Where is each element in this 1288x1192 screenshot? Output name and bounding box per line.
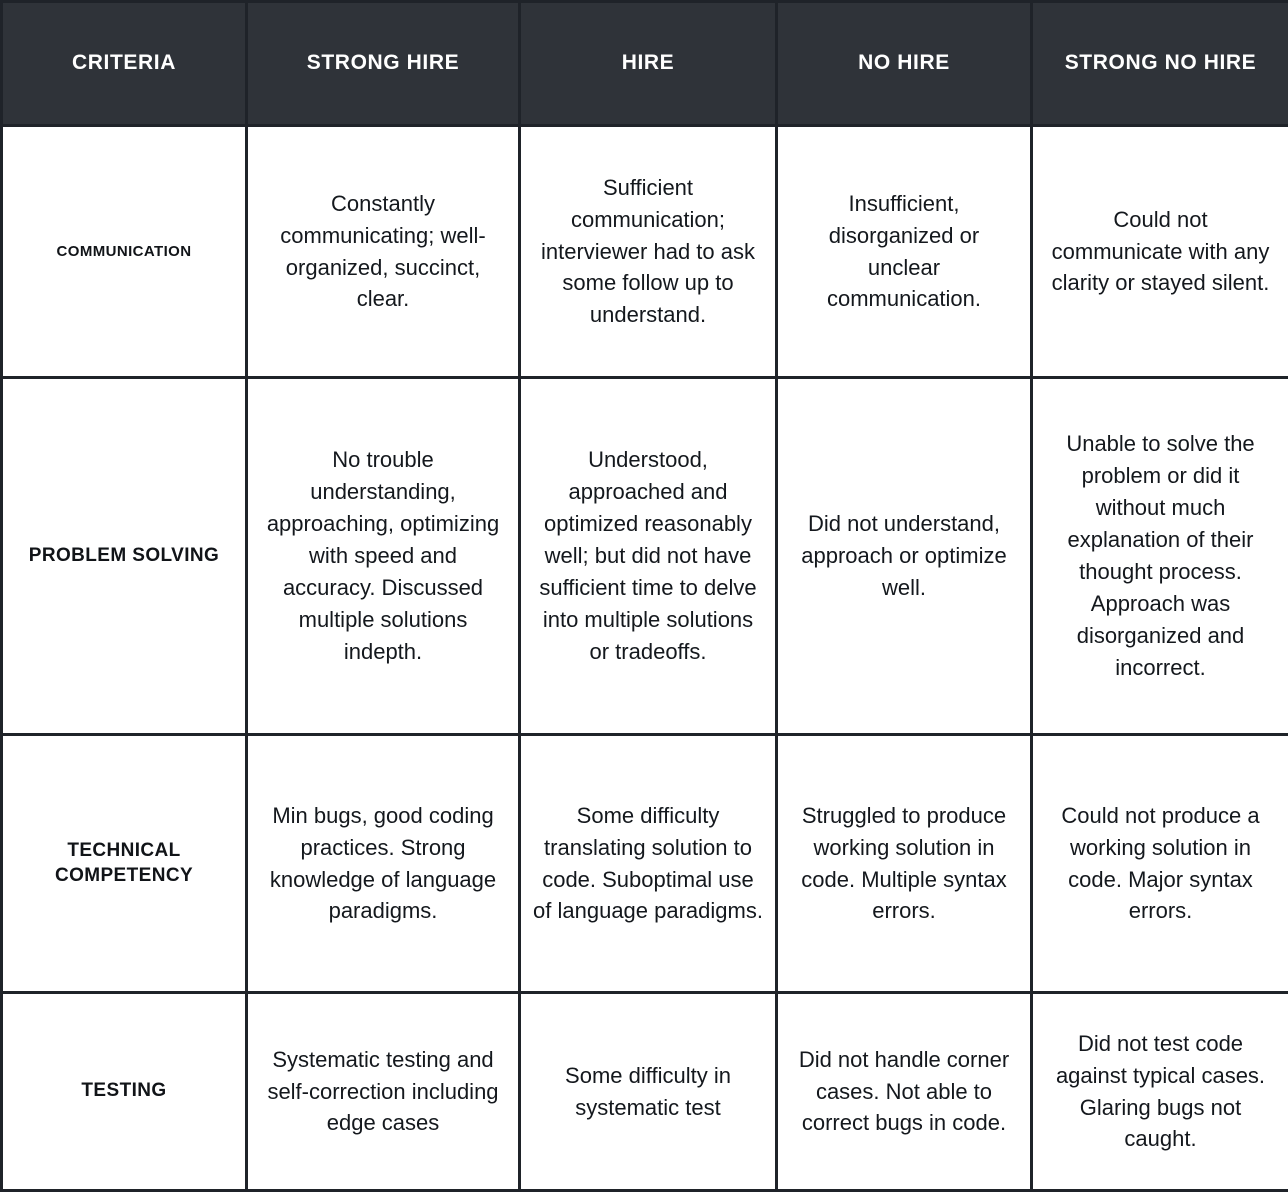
cell-technical-strong-hire: Min bugs, good coding practices. Strong knowledge of language paradigms. (247, 735, 520, 993)
column-header-hire: HIRE (520, 2, 777, 126)
table-body (2, 126, 1288, 1191)
cell-problem-solving-strong-hire: No trouble understanding, approaching, optimizing with speed and accuracy. Discussed multiple solutions indepth. (247, 378, 520, 735)
table-header (2, 2, 1288, 126)
cell-technical-hire: Some difficulty translating solution to code. Suboptimal use of language paradigms. (520, 735, 777, 993)
cell-communication-hire: Sufficient communication; interviewer had to ask some follow up to understand. (520, 126, 777, 378)
cell-problem-solving-no-hire: Did not understand, approach or optimize well. (777, 378, 1032, 735)
column-header-strong-no-hire: STRONG NO HIRE (1032, 2, 1288, 126)
row-criteria-technical-competency: TECHNICAL COMPETENCY (2, 735, 247, 993)
cell-problem-solving-strong-no-hire: Unable to solve the problem or did it without much explanation of their thought process. Approach was disorganized and incorrect. (1032, 378, 1288, 735)
column-header-strong-hire: STRONG HIRE (247, 2, 520, 126)
cell-testing-strong-no-hire: Did not test code against typical cases. Glaring bugs not caught. (1032, 993, 1288, 1191)
row-criteria-communication: COMMUNICATION (2, 126, 247, 378)
row-criteria-problem-solving: PROBLEM SOLVING (2, 378, 247, 735)
cell-technical-strong-no-hire: Could not produce a working solution in code. Major syntax errors. (1032, 735, 1288, 993)
cell-testing-no-hire: Did not handle corner cases. Not able to correct bugs in code. (777, 993, 1032, 1191)
table-header-row (2, 2, 1288, 126)
cell-communication-strong-no-hire: Could not communicate with any clarity or stayed silent. (1032, 126, 1288, 378)
cell-testing-strong-hire: Systematic testing and self-correction including edge cases (247, 993, 520, 1191)
table-row (2, 378, 1288, 735)
column-header-criteria: CRITERIA (2, 2, 247, 126)
table-row (2, 126, 1288, 378)
cell-testing-hire: Some difficulty in systematic test (520, 993, 777, 1191)
cell-communication-no-hire: Insufficient, disorganized or unclear communication. (777, 126, 1032, 378)
cell-problem-solving-hire: Understood, approached and optimized reasonably well; but did not have sufficient time to delve into multiple solutions or tradeoffs. (520, 378, 777, 735)
cell-technical-no-hire: Struggled to produce working solution in code. Multiple syntax errors. (777, 735, 1032, 993)
cell-communication-strong-hire: Constantly communicating; well-organized, succinct, clear. (247, 126, 520, 378)
table-row (2, 735, 1288, 993)
column-header-no-hire: NO HIRE (777, 2, 1032, 126)
table-row (2, 993, 1288, 1191)
row-criteria-testing: TESTING (2, 993, 247, 1191)
